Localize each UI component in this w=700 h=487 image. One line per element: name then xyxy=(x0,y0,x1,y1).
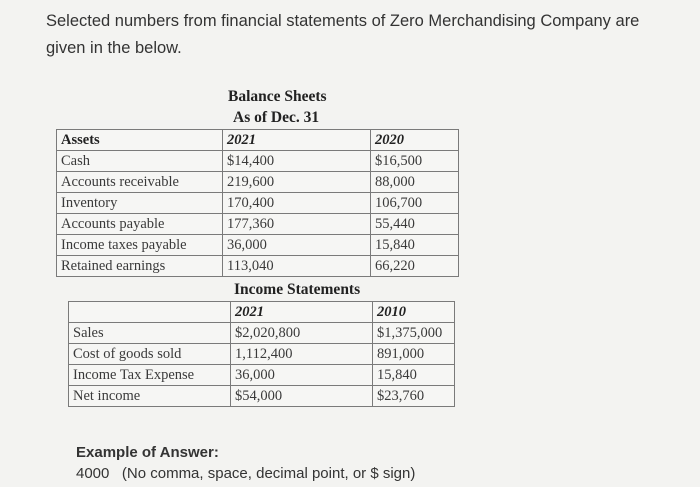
value-2021: $2,020,800 xyxy=(231,323,373,344)
table-row xyxy=(69,365,455,386)
balance-sheet-subtitle: As of Dec. 31 xyxy=(233,109,320,126)
table-header-row xyxy=(57,130,459,151)
balance-sheet-title: Balance Sheets xyxy=(228,88,327,105)
table-row xyxy=(69,344,455,365)
row-label: Income taxes payable xyxy=(57,235,223,256)
row-label: Cash xyxy=(57,151,223,172)
answer-example-heading: Example of Answer: xyxy=(76,444,219,461)
row-label: Accounts receivable xyxy=(57,172,223,193)
value-2021: 36,000 xyxy=(231,365,373,386)
value-2020: $16,500 xyxy=(371,151,459,172)
answer-example-note: (No comma, space, decimal point, or $ sign) xyxy=(121,465,416,482)
table-header-cell: Assets xyxy=(57,130,223,151)
balance-sheet-table xyxy=(56,129,459,277)
table-header-row xyxy=(69,302,455,323)
value-2021: 177,360 xyxy=(223,214,371,235)
answer-example-value: 4000 xyxy=(76,465,110,482)
value-2021: $14,400 xyxy=(223,151,371,172)
table-row xyxy=(57,172,459,193)
value-2010: 15,840 xyxy=(373,365,455,386)
value-2021: 1,112,400 xyxy=(231,344,373,365)
table-row xyxy=(69,386,455,407)
row-label: Net income xyxy=(69,386,231,407)
answer-example xyxy=(76,442,415,484)
value-2021: 170,400 xyxy=(223,193,371,214)
row-label: Cost of goods sold xyxy=(69,344,231,365)
value-2021: $54,000 xyxy=(231,386,373,407)
question-intro: Selected numbers from financial statements of Zero Merchandising Company are given in the below. xyxy=(46,12,640,57)
value-2020: 15,840 xyxy=(371,235,459,256)
table-row xyxy=(57,193,459,214)
value-2020: 66,220 xyxy=(371,256,459,277)
table-row xyxy=(57,151,459,172)
table-row xyxy=(69,323,455,344)
row-label: Retained earnings xyxy=(57,256,223,277)
table-header-cell: 2020 xyxy=(371,130,459,151)
income-statement-table xyxy=(68,301,455,407)
table-row xyxy=(57,235,459,256)
value-2010: 891,000 xyxy=(373,344,455,365)
answer-example-line xyxy=(76,463,415,484)
row-label: Accounts payable xyxy=(57,214,223,235)
value-2020: 106,700 xyxy=(371,193,459,214)
table-header-cell: 2021 xyxy=(231,302,373,323)
value-2020: 88,000 xyxy=(371,172,459,193)
value-2021: 113,040 xyxy=(223,256,371,277)
income-statement-title: Income Statements xyxy=(234,281,361,298)
row-label: Sales xyxy=(69,323,231,344)
table-row xyxy=(57,256,459,277)
table-header-cell xyxy=(69,302,231,323)
table-row xyxy=(57,214,459,235)
value-2021: 36,000 xyxy=(223,235,371,256)
table-header-cell: 2010 xyxy=(373,302,455,323)
table-header-cell: 2021 xyxy=(223,130,371,151)
value-2010: $1,375,000 xyxy=(373,323,455,344)
value-2021: 219,600 xyxy=(223,172,371,193)
value-2020: 55,440 xyxy=(371,214,459,235)
value-2010: $23,760 xyxy=(373,386,455,407)
row-label: Inventory xyxy=(57,193,223,214)
row-label: Income Tax Expense xyxy=(69,365,231,386)
